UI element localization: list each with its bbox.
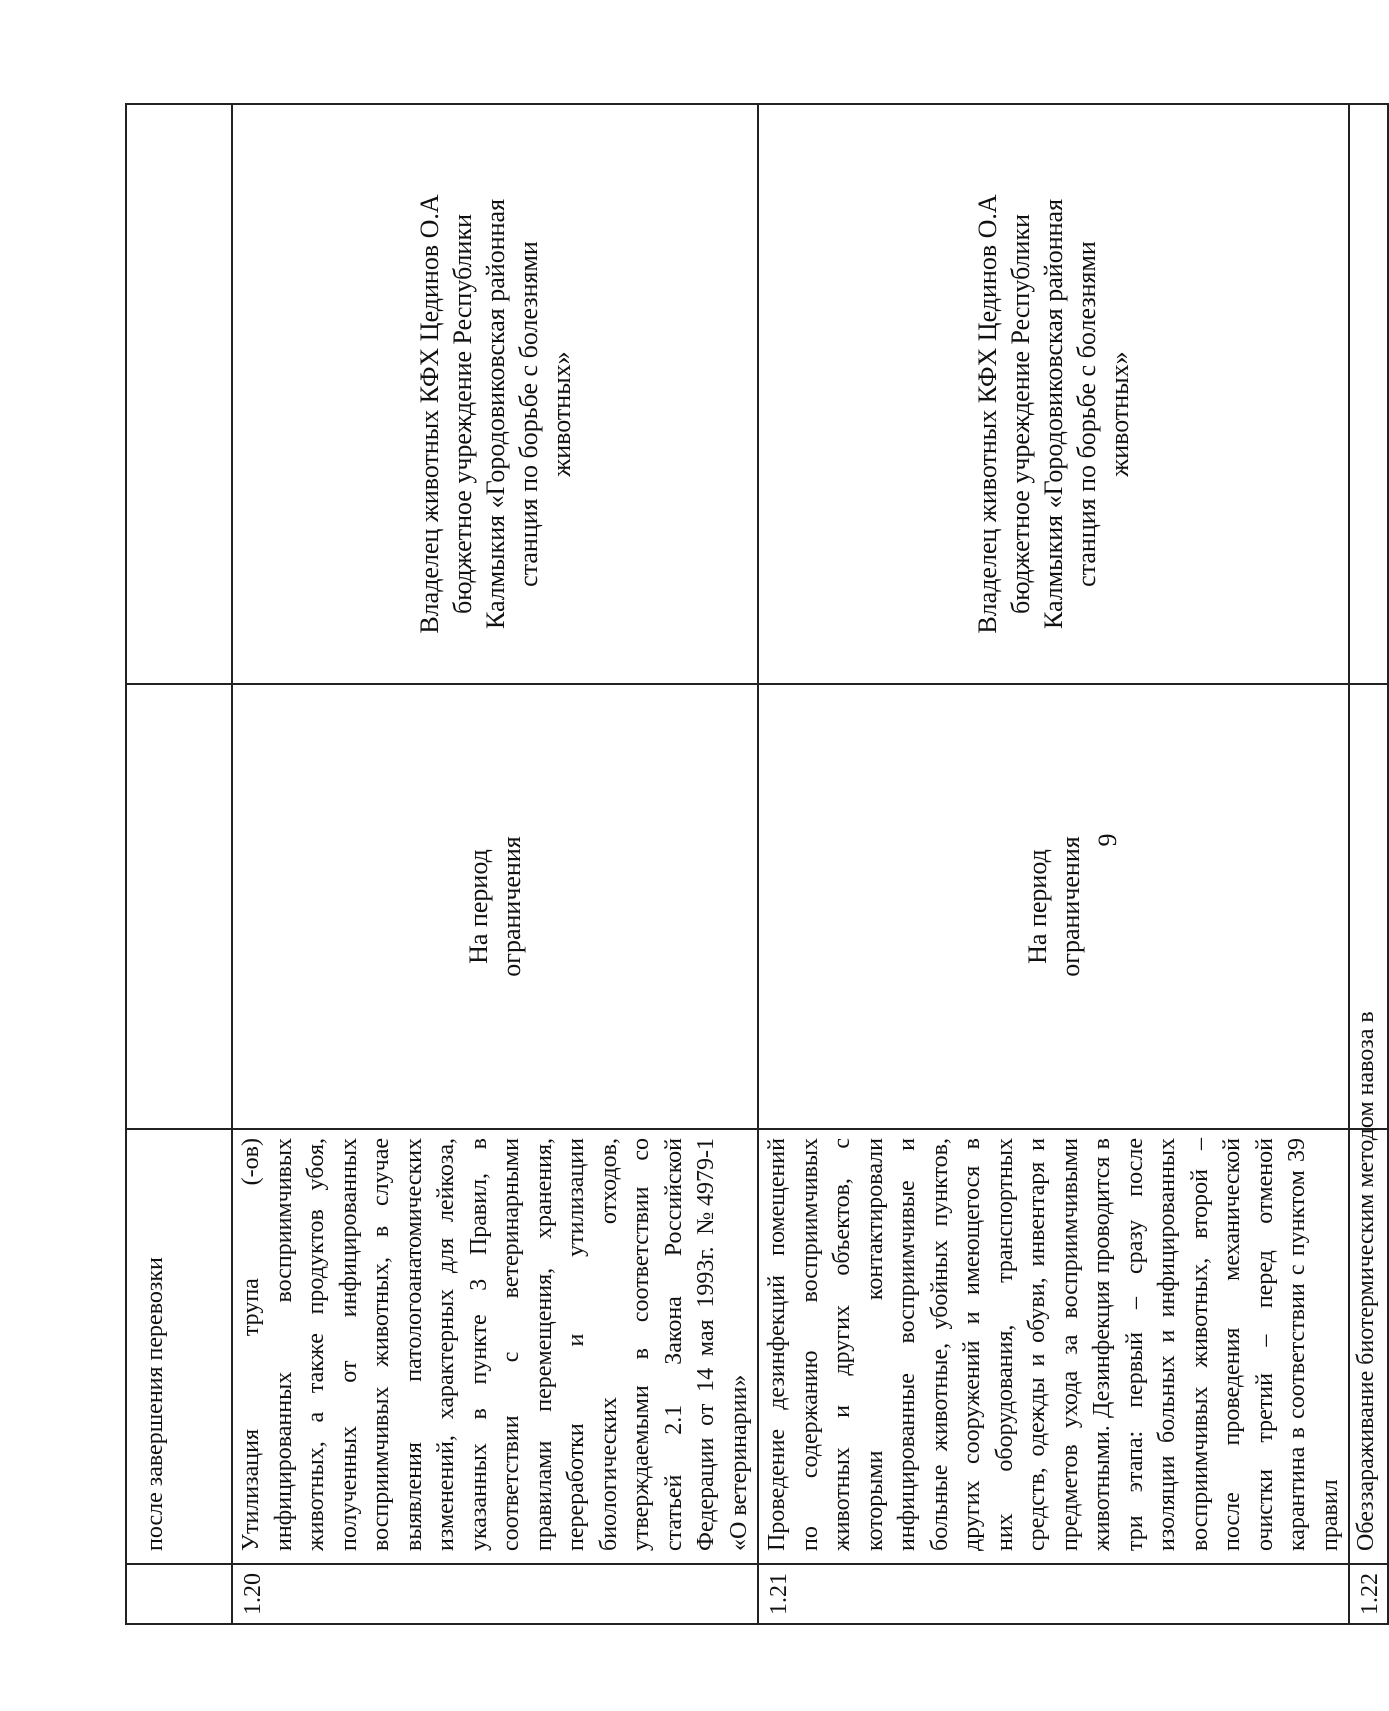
measure-text: Утилизация трупа (-ов) инфицированных восприимчивых животных, а также продуктов убоя, полученных от инфицированных восприимчивых животных, в случае выявления патологоанатомических изменений, характерных для лейкоза, указанных в пункте 3 Правил, в соответствии с ветеринарными правилами перемещения, хранения, переработки и утилизации биологических отходов, утверждаемыми в соответствии со статьей 2.1 Закона Российской Федерации от 14 мая 1993г. №4979-1 «О ветеринарии» <box>238 1138 752 1551</box>
measure-text-cell <box>232 1129 758 1564</box>
table-row <box>1349 104 1388 1624</box>
measure-text-cell <box>758 1129 1349 1564</box>
responsible-text: Владелец животных КФХ Цединов О.А бюджетное учреждение Республики Калмыкия «Городовиковская районная станция по борьбе с болезнями животных» <box>414 194 576 634</box>
responsible-cell <box>126 104 232 684</box>
measure-text: Обеззараживание биотермическим методом навоза в <box>1349 1129 1388 1564</box>
responsible-cell <box>1349 104 1388 684</box>
period-text: На период ограничения <box>464 836 526 977</box>
row-number: 1.21 <box>758 1564 1349 1624</box>
table-row <box>126 104 232 1624</box>
table-row <box>232 104 758 1624</box>
period-text: На период ограничения <box>1022 836 1085 977</box>
page-number: 9 <box>1093 833 1122 847</box>
period-cell <box>126 684 232 1129</box>
period-cell <box>758 684 1349 1129</box>
row-number <box>126 1564 232 1624</box>
table-row <box>758 104 1349 1624</box>
responsible-cell <box>232 104 758 684</box>
measure-text: после завершения перевозки <box>126 1129 232 1564</box>
measure-text: Проведение дезинфекций помещений по содержанию восприимчивых животных и других объектов, с которыми контактировали инфицированные восприимчивые и больные животные, убойных пунктов, других сооружений и имеющегося в них оборудования, транспортных средств, одежды и обуви, инвентаря и предметов ухода за восприимчивыми животными. Дезинфекция проводится в три этапа: первый – сразу после изоляции больных и инфицированных восприимчивых животных, второй – после проведения механической очистки третий – перед отменой карантина в соответствии с пунктом 39 правил <box>764 1138 1343 1551</box>
responsible-cell <box>758 104 1349 684</box>
period-cell <box>232 684 758 1129</box>
measures-table <box>125 103 1389 1625</box>
row-number: 1.20 <box>232 1564 758 1624</box>
responsible-text: Владелец животных КФХ Цединов О.А бюджетное учреждение Республики Калмыкия «Городовиковская районная станция по борьбе с болезнями животных» <box>973 194 1134 634</box>
row-number: 1.22 <box>1349 1564 1388 1624</box>
